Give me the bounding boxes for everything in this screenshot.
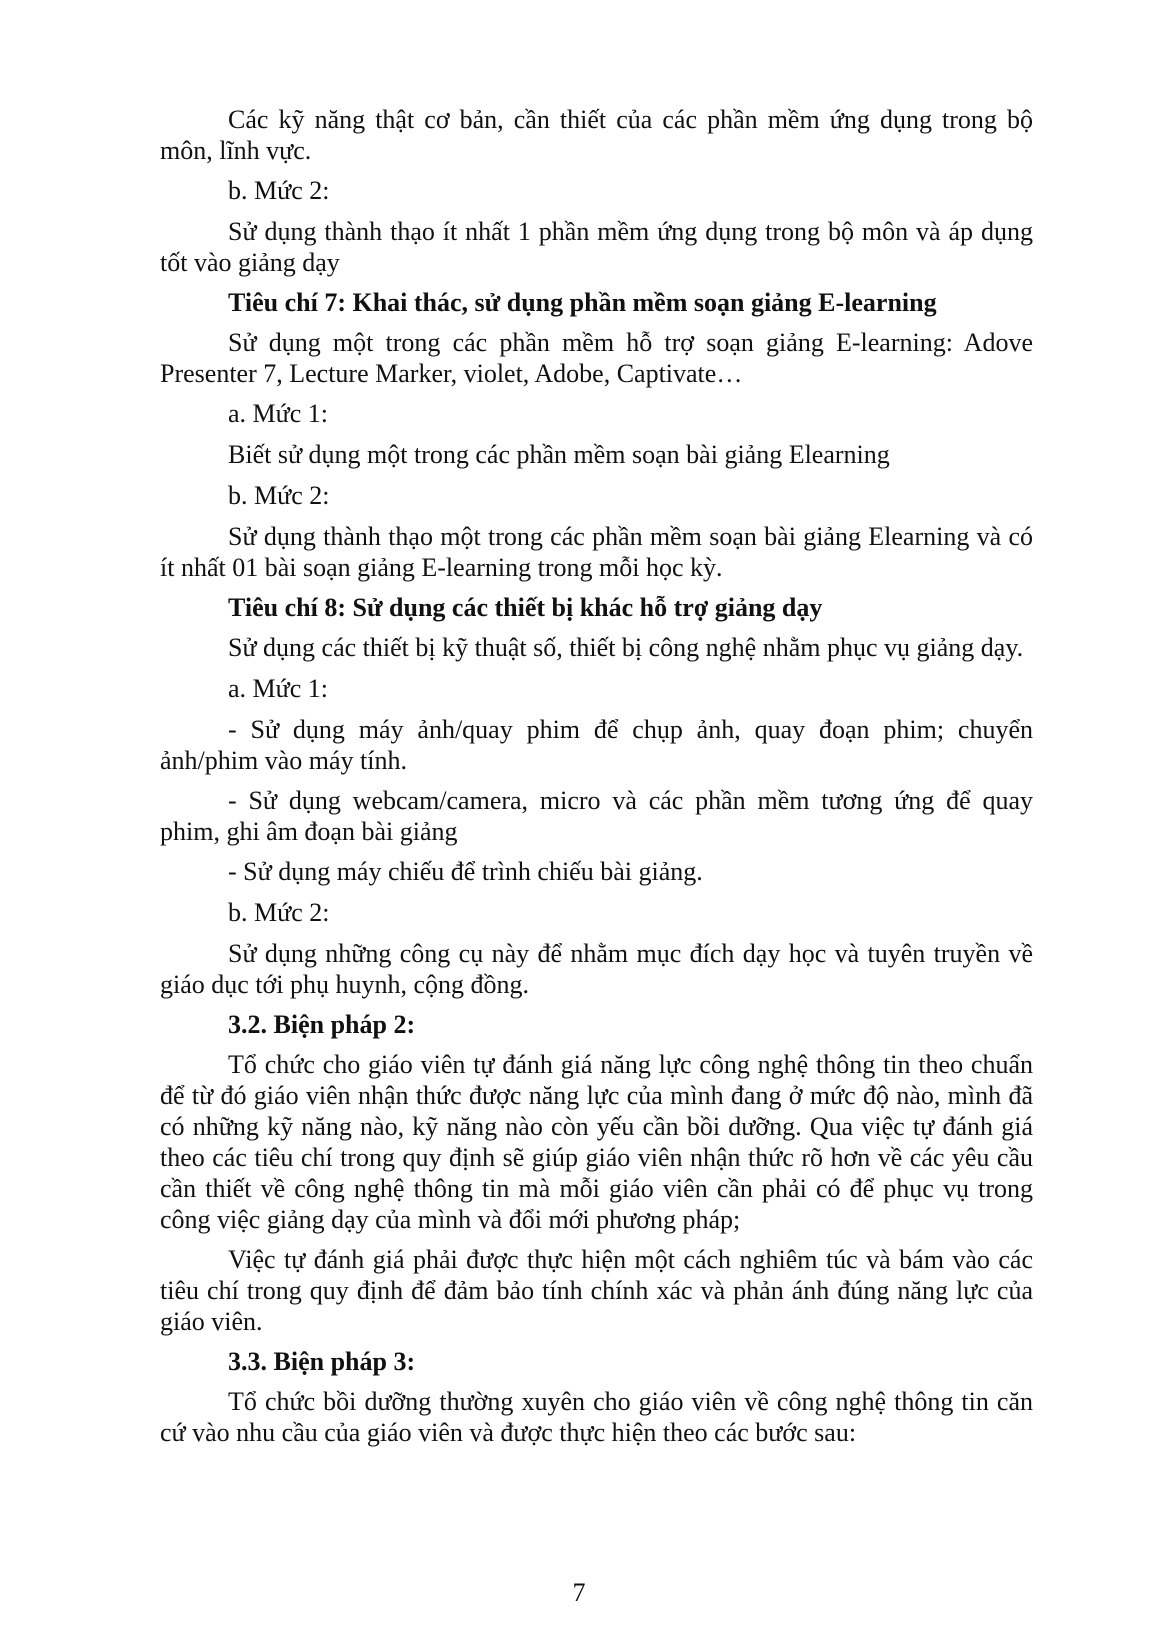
document-body [160,104,1033,1457]
paragraph: - Sử dụng webcam/camera, micro và các phần mềm tương ứng để quay phim, ghi âm đoạn bài giảng [160,786,1033,846]
paragraph: a. Mức 1: [228,399,329,428]
section-heading: 3.3. Biện pháp 3: [228,1347,416,1376]
paragraph: Sử dụng các thiết bị kỹ thuật số, thiết bị công nghệ nhằm phục vụ giảng dạy. [228,633,1024,662]
paragraph: Sử dụng thành thạo một trong các phần mềm soạn bài giảng Elearning và có ít nhất 01 bài soạn giảng E-learning trong mỗi học kỳ. [160,522,1033,582]
paragraph: - Sử dụng máy ảnh/quay phim để chụp ảnh, quay đoạn phim; chuyển ảnh/phim vào máy tính. [160,715,1033,775]
paragraph: Việc tự đánh giá phải được thực hiện một cách nghiêm túc và bám vào các tiêu chí trong quy định để đảm bảo tính chính xác và phản ánh đúng năng lực của giáo viên. [160,1245,1033,1336]
paragraph: Tổ chức bồi dưỡng thường xuyên cho giáo viên về công nghệ thông tin căn cứ vào nhu cầu của giáo viên và được thực hiện theo các bước sau: [160,1387,1033,1447]
paragraph: Biết sử dụng một trong các phần mềm soạn bài giảng Elearning [228,440,890,469]
page-number: 7 [572,1578,586,1607]
paragraph: b. Mức 2: [228,481,330,510]
paragraph: Sử dụng một trong các phần mềm hỗ trợ soạn giảng E-learning: Adove Presenter 7, Lecture Marker, violet, Adobe, Captivate… [160,328,1033,388]
paragraph: a. Mức 1: [228,674,329,703]
paragraph: b. Mức 2: [228,176,330,205]
paragraph: Các kỹ năng thật cơ bản, cần thiết của các phần mềm ứng dụng trong bộ môn, lĩnh vực. [160,105,1033,165]
paragraph: Tổ chức cho giáo viên tự đánh giá năng lực công nghệ thông tin theo chuẩn để từ đó giáo viên nhận thức được năng lực của mình đang ở mức độ nào, mình đã có những kỹ năng nào, kỹ năng nào còn yếu cần bồi dưỡng. Qua việc tự đánh giá theo các tiêu chí trong quy định sẽ giúp giáo viên nhận thức rõ hơn về các yêu cầu cần thiết về công nghệ thông tin mà mỗi giáo viên cần phải có để phục vụ trong công việc giảng dạy của mình và đổi mới phương pháp; [160,1050,1033,1234]
paragraph: Sử dụng thành thạo ít nhất 1 phần mềm ứng dụng trong bộ môn và áp dụng tốt vào giảng dạy [160,217,1033,277]
paragraph: - Sử dụng máy chiếu để trình chiếu bài giảng. [228,857,703,886]
section-heading: Tiêu chí 8: Sử dụng các thiết bị khác hỗ trợ giảng dạy [228,593,823,622]
section-heading: 3.2. Biện pháp 2: [228,1010,416,1039]
paragraph: Sử dụng những công cụ này để nhằm mục đích dạy học và tuyên truyền về giáo dục tới phụ huynh, cộng đồng. [160,939,1033,999]
section-heading: Tiêu chí 7: Khai thác, sử dụng phần mềm soạn giảng E-learning [228,288,937,317]
paragraph: b. Mức 2: [228,898,330,927]
